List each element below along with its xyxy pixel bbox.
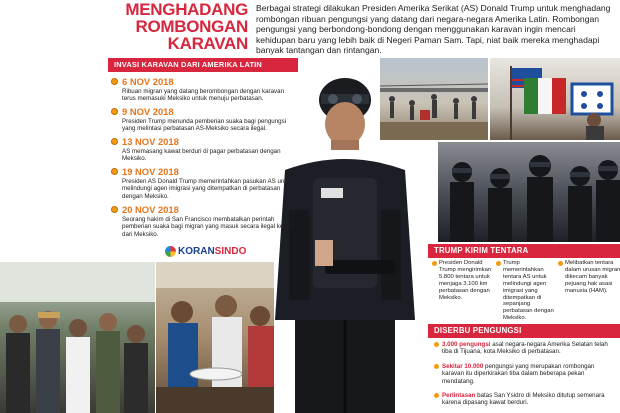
refugees-heading: DISERBU PENGUNGSI (428, 324, 620, 338)
timeline-text: Ribuan migran yang datang berombongan dengan karavan terus memasuki Meksiko untuk menuju perbatasan. (122, 88, 285, 103)
timeline-date: 20 NOV 2018 (122, 204, 179, 215)
timeline-text: Presiden AS Donald Trump memerintahkan pasukan AS untuk melindungi agen imigrasi yang ditempatkan di perbatasan dengan Meksiko. (122, 178, 293, 200)
bullet-icon (496, 261, 501, 266)
riot-police-scene-icon (438, 142, 620, 242)
refugees-text (442, 341, 618, 356)
sindo-logo-icon (165, 246, 176, 257)
title-line-1: MENGHADANG (125, 0, 248, 19)
timeline-text: Seorang hakim di San Francisco membatalkan perintah pemberian suaka bagi migran yang masuk secara ilegal ke AS dari Meksiko. (122, 216, 293, 238)
refugees-text (442, 392, 618, 407)
refugees-body: asal negara-negara Amerika Selatan telah tiba di Tijuana, kota Meksiko di perbatasan. (442, 341, 608, 356)
brand-part-2: SINDO (214, 245, 247, 257)
bullet-icon (434, 342, 439, 347)
timeline-bullet-icon (111, 206, 118, 213)
photo-police-line (438, 142, 620, 242)
trump-troops-text: Melibatkan tentara dalam urusan migran dikecam banyak pejuang hak asasi manusia (HAM). (565, 260, 620, 294)
timeline-bullet-icon (111, 108, 118, 115)
intro-paragraph: Berbagai strategi dilakukan Presiden Amerika Serikat (AS) Donald Trump untuk menghadang rombongan ribuan pengungsi yang datang dari negara-negara Amerika Latin. Rombongan pengungsi yang berbondong-bondong dengan menggunakan karavan ingin mencari kehidupan baru yang lebih baik di Negeri Paman Sam. Tapi, niat baik mereka menghadapi banyak tantangan dan rintangan. (256, 3, 611, 56)
refugees-body: batas San Ysidro di Meksiko ditutup semenara karena dipasang kawat berduri. (442, 392, 605, 407)
refugees-body: pengungsi yang merupakan rombongan karavan itu diperkirakan tiba dalam beberapa pekan mendatang. (442, 363, 595, 385)
bullet-icon (434, 393, 439, 398)
timeline-date: 9 NOV 2018 (122, 106, 174, 117)
photo-migrant-crowd (0, 262, 155, 413)
brand-part-1: KORAN (178, 245, 215, 257)
crowd-scene-icon (0, 262, 155, 413)
trump-troops-text: Presiden Donald Trump mengirimkan 5.800 tentara untuk menjaga 3.100 km perbatasan dengan Meksiko. (439, 260, 492, 301)
bullet-icon (558, 261, 563, 266)
koran-sindo-logo (165, 244, 246, 258)
timeline-date: 13 NOV 2018 (122, 136, 179, 147)
trump-troops-text: Trump memerintahkan tentara AS untuk melindungi agen imigrasi yang ditempatkan di sepanjang perbatasan dengan Meksiko. (503, 260, 554, 322)
bullet-icon (434, 364, 439, 369)
timeline-date: 19 NOV 2018 (122, 166, 179, 177)
trump-troops-columns (428, 260, 620, 322)
infographic-title (108, 1, 248, 52)
title-line-3: KARAVAN (167, 34, 248, 53)
trump-troops-heading: TRUMP KIRIM TENTARA (428, 244, 620, 258)
timeline-date: 6 NOV 2018 (122, 76, 174, 87)
timeline-bullet-icon (111, 138, 118, 145)
photo-flag-protest (490, 58, 620, 140)
refugees-text (442, 363, 618, 385)
timeline-bullet-icon (111, 168, 118, 175)
refugees-bold: Perlintasan (442, 392, 476, 399)
refugees-bold: Sekitar 10.000 (442, 363, 484, 370)
title-line-2: ROMBONGAN (135, 17, 248, 36)
timeline-bullet-icon (111, 78, 118, 85)
timeline-text: Presiden Trump menunda pemberian suaka bagi pengungsi yang melintasi perbatasan AS-Meksiko secara ilegal. (122, 118, 287, 133)
refugees-bold: 3.000 pengungsi (442, 341, 491, 348)
timeline-heading: INVASI KARAVAN DARI AMERIKA LATIN (108, 58, 298, 72)
bullet-icon (432, 261, 437, 266)
timeline-text: AS memasang kawat berduri di pagar perbatasan dengan Meksiko. (122, 148, 281, 163)
timeline-list (108, 74, 298, 260)
flags-scene-icon (490, 58, 620, 140)
